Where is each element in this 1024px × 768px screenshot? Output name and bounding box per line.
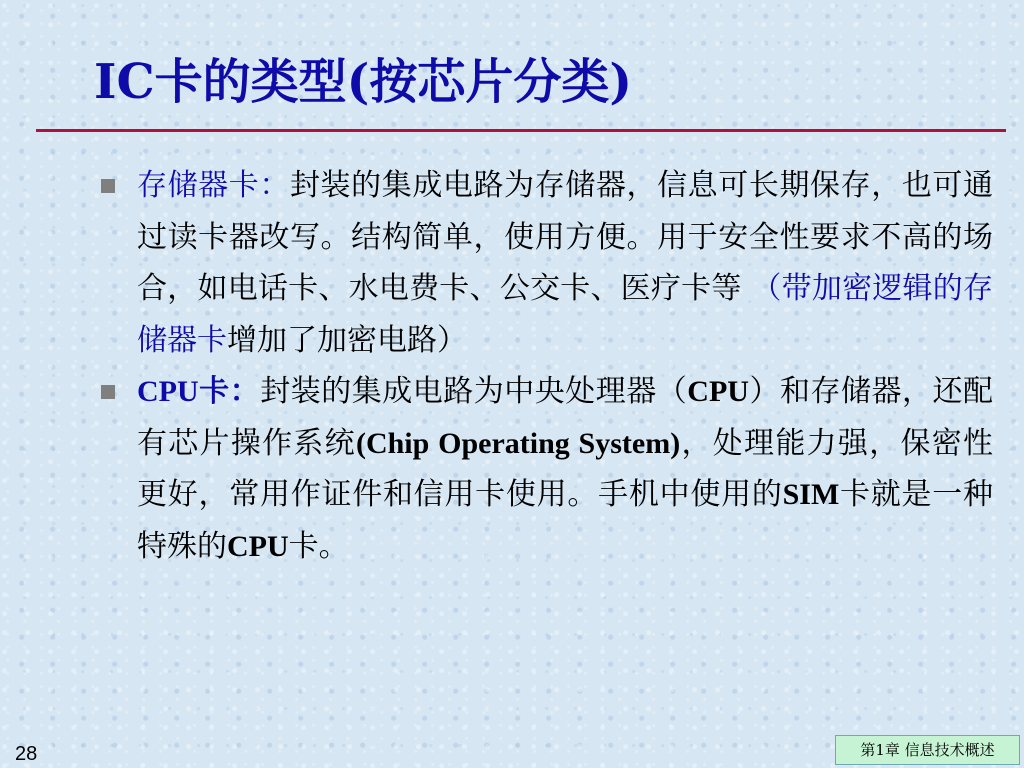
- bullet-text: 封装的集成电路为存储器，信息可长期保存，也可通过读卡器改写。结构简单，使用方便。用于安全性要求不高的场合，如电话卡、水电费卡、公交卡、医疗卡等: [137, 168, 994, 306]
- bullet-highlight: 带加密逻辑的存储器卡: [137, 271, 994, 358]
- square-bullet-icon: [101, 385, 115, 399]
- slide-title: IC卡的类型(按芯片分类): [94, 54, 633, 110]
- content-area: [101, 160, 993, 572]
- bullet-paren: （: [751, 271, 782, 306]
- bullet-text: 封装的集成电路为中央处理器（: [260, 374, 688, 409]
- bullet-acronym: CPU: [227, 529, 289, 563]
- bullet-memory-card: [101, 160, 993, 366]
- bullet-acronym: CPU: [687, 375, 749, 408]
- bullet-text: 卡就是一种特殊的: [137, 477, 994, 564]
- title-divider: [36, 129, 1006, 132]
- bullet-cpu-card: [101, 366, 993, 572]
- bullet-term: 存储器卡：: [137, 168, 290, 203]
- bullet-term: CPU卡：: [137, 375, 261, 408]
- bullet-text: 卡。: [288, 528, 349, 564]
- bullet-text: ，处理能力强，保密性更好，常用作证件和信用卡使用。手机中使用的: [137, 425, 994, 512]
- bullet-text: ）和存储器，还配有芯片操作系统: [137, 374, 994, 461]
- bullet-acronym: SIM: [782, 478, 840, 511]
- bullet-english-term: (Chip Operating System): [355, 426, 681, 460]
- bullet-text-tail: 增加了加密电路）: [227, 322, 467, 358]
- page-number: 28: [15, 743, 38, 765]
- square-bullet-icon: [101, 179, 115, 193]
- chapter-label: 第1章 信息技术概述: [835, 735, 1020, 765]
